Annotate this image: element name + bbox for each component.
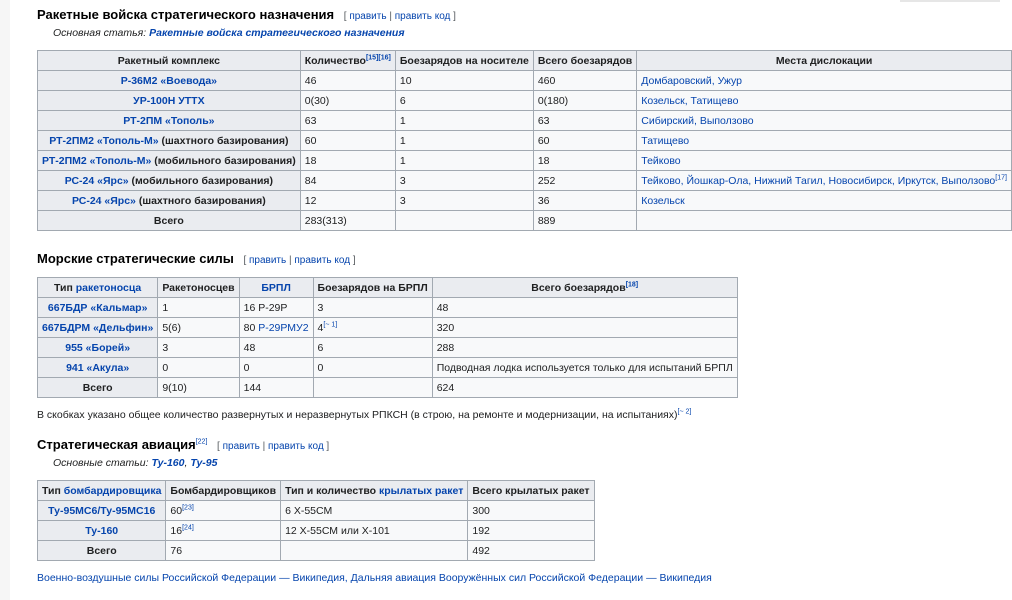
total-total: 889	[533, 211, 636, 231]
qty-cell: 0(30)	[300, 91, 395, 111]
carrier-link[interactable]: ракетоносца	[75, 281, 142, 294]
col-header: Ракетный комплекс	[38, 51, 301, 71]
slbm-cell	[239, 358, 313, 378]
row-header	[38, 298, 158, 318]
row-header	[38, 358, 158, 378]
reference-sup[interactable]: [22]	[195, 438, 208, 446]
qty-cell: 60	[300, 131, 395, 151]
per-cell: 1	[395, 111, 533, 131]
qty-cell: 18	[300, 151, 395, 171]
places-link[interactable]: Козельск, Татищево	[641, 94, 739, 107]
col-header: Всего крылатых ракет	[468, 481, 594, 501]
missiles-cell: 12 Х-55СМ или Х-101	[281, 521, 468, 541]
row-header	[38, 171, 301, 191]
total-cell: 36	[533, 191, 636, 211]
row-header	[38, 131, 301, 151]
col-header: Всего боезарядов	[533, 51, 636, 71]
total-cell: 60	[533, 131, 636, 151]
edit-links: [ править | править код ]	[243, 255, 356, 266]
missile-basing: (шахтного базирования)	[158, 134, 289, 147]
total-slbm: 144	[239, 378, 313, 398]
table-row	[38, 338, 738, 358]
reference-sup[interactable]: [~ 1]	[323, 321, 338, 328]
missile-link[interactable]: Р-36М2 «Воевода»	[120, 74, 218, 87]
per-cell	[313, 318, 432, 338]
places-link[interactable]: Татищево	[641, 134, 690, 147]
total-cell: 460	[533, 71, 636, 91]
col-header: Тип и количество крылатых ракет	[281, 481, 468, 501]
per-cell: 1	[395, 151, 533, 171]
table-total-row	[38, 541, 595, 561]
total-per	[313, 378, 432, 398]
places-cell	[637, 111, 1012, 131]
total-total: 624	[432, 378, 737, 398]
table-header-row	[38, 481, 595, 501]
table-row	[38, 111, 1012, 131]
main-article-link[interactable]: Ракетные войска стратегического назначения	[149, 27, 405, 39]
qty-cell: 12	[300, 191, 395, 211]
missile-link[interactable]: РТ-2ПМ «Тополь»	[123, 114, 215, 127]
missile-link[interactable]: РТ-2ПМ2 «Тополь-М»	[49, 134, 159, 147]
reference-sup[interactable]: [18]	[625, 281, 639, 288]
total-total: 492	[468, 541, 594, 561]
per-cell	[313, 338, 432, 358]
per-cell	[313, 298, 432, 318]
missile-link[interactable]: УР-100Н УТТХ	[133, 94, 205, 107]
total-cell: 288	[432, 338, 737, 358]
missile-link[interactable]: РС-24 «Ярс»	[72, 194, 136, 207]
col-header	[239, 278, 313, 298]
table-row	[38, 91, 1012, 111]
per-cell: 3	[395, 171, 533, 191]
reference-sup[interactable]: [~ 2]	[677, 408, 692, 416]
table-row	[38, 151, 1012, 171]
table-header-row	[38, 51, 1012, 71]
qty-cell: 84	[300, 171, 395, 191]
table-header-row	[38, 278, 738, 298]
edit-link[interactable]: править	[249, 255, 287, 266]
row-header	[38, 151, 301, 171]
places-cell	[637, 191, 1012, 211]
section-heading-text: Ракетные войска стратегического назначения	[37, 7, 335, 22]
col-header: Всего боезарядов[18]	[432, 278, 737, 298]
table-total-row	[38, 378, 738, 398]
count-cell: 3	[158, 338, 239, 358]
per-cell	[313, 358, 432, 378]
section-heading-text: Стратегическая авиация	[37, 437, 196, 452]
slbm-cell	[239, 338, 313, 358]
col-header: Тип ракетоносца	[38, 278, 158, 298]
total-cell: Подводная лодка используется только для испытаний БРПЛ	[432, 358, 737, 378]
row-header	[38, 111, 301, 131]
row-header	[38, 318, 158, 338]
main-article-note	[53, 27, 405, 39]
section-heading-text: Морские стратегические силы	[37, 251, 234, 266]
left-gutter	[0, 0, 10, 600]
count-cell: 5(6)	[158, 318, 239, 338]
col-header: Бомбардировщиков	[166, 481, 281, 501]
total-per	[395, 211, 533, 231]
slbm-link[interactable]: Р-29РМУ2	[258, 321, 309, 334]
col-header: Боезарядов на БРПЛ	[313, 278, 432, 298]
count-value: 60	[170, 504, 183, 517]
submarine-link[interactable]: 955 «Борей»	[65, 341, 131, 354]
submarine-link[interactable]: 941 «Акула»	[66, 361, 130, 374]
per-value: 3	[317, 301, 324, 314]
section-title-rvsn	[37, 7, 456, 22]
main-article-link-tu160[interactable]: Ту-160	[151, 457, 185, 469]
reference-sup[interactable]: [17]	[995, 174, 1007, 181]
places-link[interactable]: Тейково	[641, 154, 681, 167]
edit-links: [ править | править код ]	[217, 441, 330, 452]
submarine-link[interactable]: 667БДР «Кальмар»	[47, 301, 148, 314]
col-header: Места дислокации	[637, 51, 1012, 71]
places-link[interactable]: Козельск	[641, 194, 685, 207]
edit-code-link[interactable]: править код	[394, 11, 451, 22]
edit-link[interactable]: править	[222, 441, 260, 452]
col-header: Боезарядов на носителе	[395, 51, 533, 71]
count-cell	[166, 501, 281, 521]
missile-link[interactable]: РТ-2ПМ2 «Тополь-М»	[42, 154, 152, 167]
total-cell: 63	[533, 111, 636, 131]
slbm-text: 48	[243, 341, 256, 354]
count-cell	[166, 521, 281, 541]
table-row	[38, 318, 738, 338]
table-row	[38, 358, 738, 378]
missile-link[interactable]: РС-24 «Ярс»	[64, 174, 129, 187]
slbm-text: 80	[243, 321, 259, 334]
per-cell: 1	[395, 131, 533, 151]
table-row	[38, 191, 1012, 211]
total-cell: 192	[468, 521, 594, 541]
places-cell	[637, 171, 1012, 191]
total-label: Всего	[38, 378, 158, 398]
reference-sup[interactable]: [15][16]	[365, 54, 391, 61]
per-cell: 10	[395, 71, 533, 91]
total-cell: 320	[432, 318, 737, 338]
missile-basing: (мобильного базирования)	[128, 174, 274, 187]
rvsn-table	[37, 50, 1012, 231]
per-value: 0	[317, 361, 324, 374]
count-cell: 0	[158, 358, 239, 378]
row-header	[38, 521, 166, 541]
per-value: 6	[317, 341, 324, 354]
section-title-navy	[37, 251, 356, 266]
places-link[interactable]: Сибирский, Выползово	[641, 114, 754, 127]
reference-sup[interactable]: [23]	[182, 504, 194, 511]
edit-links: [ править | править код ]	[343, 11, 456, 22]
places-cell	[637, 151, 1012, 171]
table-row	[38, 501, 595, 521]
col-header: Количество[15][16]	[300, 51, 395, 71]
places-cell	[637, 131, 1012, 151]
count-value: 16	[170, 524, 183, 537]
count-cell: 1	[158, 298, 239, 318]
missiles-cell: 6 Х-55СМ	[281, 501, 468, 521]
per-cell: 3	[395, 191, 533, 211]
places-cell	[637, 71, 1012, 91]
main-article-note: Основные статьи: Ту-160, Ту-95	[53, 457, 218, 469]
places-link[interactable]: Домбаровский, Ужур	[641, 74, 743, 87]
table-row	[38, 298, 738, 318]
per-cell: 6	[395, 91, 533, 111]
qty-cell: 46	[300, 71, 395, 91]
total-cell: 18	[533, 151, 636, 171]
col-header: Ракетоносцев	[158, 278, 239, 298]
edit-code-link[interactable]: править код	[267, 441, 324, 452]
places-link[interactable]: Тейково, Йошкар-Ола, Нижний Тагил, Новосибирск, Иркутск, Выползово	[641, 174, 996, 187]
total-cell: 300	[468, 501, 594, 521]
total-label: Всего	[38, 211, 301, 231]
bomber-type-link[interactable]: Ту-95МС6/Ту-95МС16	[48, 504, 156, 517]
qty-cell: 63	[300, 111, 395, 131]
edit-link[interactable]: править	[349, 11, 387, 22]
top-border	[0, 0, 1000, 2]
aviation-table	[37, 480, 595, 561]
navy-footnote: В скобках указано общее количество развернутых и неразвернутых РПКСН (в строю, на ремонте и модернизации, на испытаниях)[~ 2]	[37, 408, 692, 421]
slbm-cell	[239, 298, 313, 318]
total-cell: 0(180)	[533, 91, 636, 111]
col-header: Тип бомбардировщика	[38, 481, 166, 501]
total-qty: 283(313)	[300, 211, 395, 231]
total-count: 9(10)	[158, 378, 239, 398]
bomber-link[interactable]: бомбардировщика	[63, 484, 162, 497]
bomber-type-link[interactable]: Ту-160	[85, 524, 119, 537]
per-value: 4	[317, 321, 324, 334]
slbm-cell	[239, 318, 313, 338]
slbm-link[interactable]: БРПЛ	[261, 281, 291, 294]
missile-basing: (шахтного базирования)	[135, 194, 266, 207]
table-total-row	[38, 211, 1012, 231]
main-article-prefix: Основные статьи:	[53, 457, 149, 469]
edit-code-link[interactable]: править код	[294, 255, 351, 266]
row-header	[38, 501, 166, 521]
table-row	[38, 131, 1012, 151]
total-cell: 252	[533, 171, 636, 191]
table-row	[38, 71, 1012, 91]
main-article-prefix: Основная статья:	[53, 27, 147, 39]
section-title-aviation	[37, 437, 329, 452]
submarine-link[interactable]: 667БДРМ «Дельфин»	[42, 321, 154, 334]
reference-sup[interactable]: [24]	[182, 524, 194, 531]
source-links[interactable]: Военно-воздушные силы Российской Федерации — Википедия, Дальняя авиация Вооружённых сил Российской Федерации — Википедия	[37, 572, 712, 584]
total-missiles	[281, 541, 468, 561]
cruise-missile-link[interactable]: крылатых ракет	[378, 484, 464, 497]
slbm-text: 16 Р-29Р	[243, 301, 288, 314]
row-header	[38, 91, 301, 111]
places-cell	[637, 91, 1012, 111]
table-row	[38, 521, 595, 541]
main-article-link-tu95[interactable]: Ту-95	[190, 457, 218, 469]
row-header	[38, 71, 301, 91]
table-row	[38, 171, 1012, 191]
row-header	[38, 338, 158, 358]
navy-table	[37, 277, 738, 398]
total-cell: 48	[432, 298, 737, 318]
total-places	[637, 211, 1012, 231]
total-count: 76	[166, 541, 281, 561]
row-header	[38, 191, 301, 211]
missile-basing: (мобильного базирования)	[151, 154, 296, 167]
total-label: Всего	[38, 541, 166, 561]
slbm-text: 0	[243, 361, 250, 374]
